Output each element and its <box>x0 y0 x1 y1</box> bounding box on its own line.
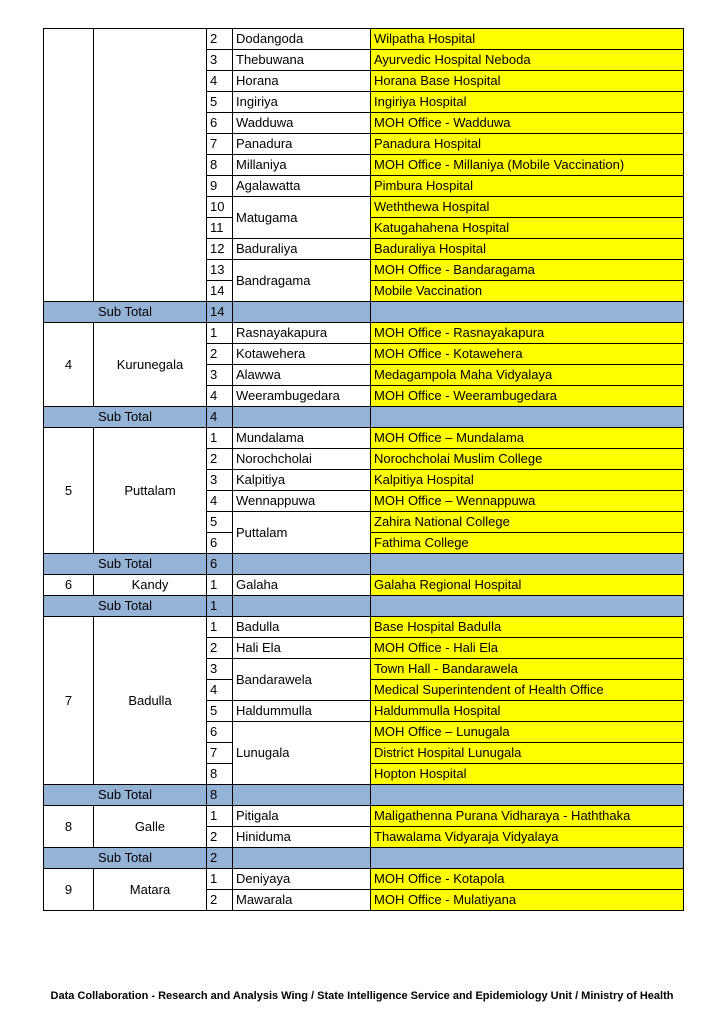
centre-site: MOH Office - Bandaragama <box>371 260 684 281</box>
subtotal-row <box>44 785 684 806</box>
page-footer: Data Collaboration - Research and Analysis Wing / State Intelligence Service and Epidemiology Unit / Ministry of Health <box>50 990 674 1002</box>
centre-no: 5 <box>207 701 233 722</box>
district-index: 4 <box>44 323 94 407</box>
centre-site: Medagampola Maha Vidyalaya <box>371 365 684 386</box>
centre-location: Galaha <box>233 575 371 596</box>
centre-site: Pimbura Hospital <box>371 176 684 197</box>
centre-location: Weerambugedara <box>233 386 371 407</box>
centre-no: 3 <box>207 470 233 491</box>
subtotal-value: 14 <box>207 302 233 323</box>
centre-no: 5 <box>207 92 233 113</box>
subtotal-row <box>44 848 684 869</box>
centre-site: Galaha Regional Hospital <box>371 575 684 596</box>
centre-location: Alawwa <box>233 365 371 386</box>
subtotal-label: Sub Total <box>44 785 207 806</box>
vaccination-centres-table <box>43 28 684 911</box>
centre-site: Town Hall - Bandarawela <box>371 659 684 680</box>
table-row <box>44 428 684 449</box>
centre-no: 4 <box>207 386 233 407</box>
centre-location: Panadura <box>233 134 371 155</box>
centre-no: 12 <box>207 239 233 260</box>
centre-location: Baduraliya <box>233 239 371 260</box>
centre-site: Horana Base Hospital <box>371 71 684 92</box>
centre-no: 9 <box>207 176 233 197</box>
centre-site: Wilpatha Hospital <box>371 29 684 50</box>
district-name-cell <box>94 29 207 302</box>
centre-no: 2 <box>207 890 233 911</box>
subtotal-blank <box>371 785 684 806</box>
centre-site: MOH Office - Millaniya (Mobile Vaccination) <box>371 155 684 176</box>
centre-no: 1 <box>207 869 233 890</box>
centre-site: MOH Office - Kotapola <box>371 869 684 890</box>
table-row <box>44 29 684 50</box>
centre-no: 1 <box>207 575 233 596</box>
subtotal-blank <box>233 302 371 323</box>
centre-location: Kalpitiya <box>233 470 371 491</box>
centre-no: 1 <box>207 428 233 449</box>
centre-site: Haldummulla Hospital <box>371 701 684 722</box>
centre-site: Norochcholai Muslim College <box>371 449 684 470</box>
centre-no: 2 <box>207 827 233 848</box>
district-name: Puttalam <box>94 428 207 554</box>
centre-no: 3 <box>207 365 233 386</box>
subtotal-label: Sub Total <box>44 407 207 428</box>
subtotal-row <box>44 302 684 323</box>
centre-no: 7 <box>207 743 233 764</box>
subtotal-value: 4 <box>207 407 233 428</box>
centre-site: MOH Office - Rasnayakapura <box>371 323 684 344</box>
centre-location: Thebuwana <box>233 50 371 71</box>
centre-no: 13 <box>207 260 233 281</box>
centre-location: Matugama <box>233 197 371 239</box>
centre-location: Mundalama <box>233 428 371 449</box>
centre-no: 1 <box>207 617 233 638</box>
centre-site: Mobile Vaccination <box>371 281 684 302</box>
centre-no: 2 <box>207 638 233 659</box>
centre-no: 11 <box>207 218 233 239</box>
centre-site: District Hospital Lunugala <box>371 743 684 764</box>
centre-location: Lunugala <box>233 722 371 785</box>
centre-site: Maligathenna Purana Vidharaya - Haththaka <box>371 806 684 827</box>
centre-no: 6 <box>207 533 233 554</box>
centre-site: MOH Office – Lunugala <box>371 722 684 743</box>
district-name: Kurunegala <box>94 323 207 407</box>
centre-site: MOH Office – Mundalama <box>371 428 684 449</box>
subtotal-label: Sub Total <box>44 302 207 323</box>
district-index: 8 <box>44 806 94 848</box>
centre-site: Ingiriya Hospital <box>371 92 684 113</box>
centre-no: 8 <box>207 155 233 176</box>
centre-site: Panadura Hospital <box>371 134 684 155</box>
centre-location: Dodangoda <box>233 29 371 50</box>
centre-location: Horana <box>233 71 371 92</box>
centre-location: Puttalam <box>233 512 371 554</box>
centre-no: 4 <box>207 680 233 701</box>
subtotal-value: 6 <box>207 554 233 575</box>
centre-no: 7 <box>207 134 233 155</box>
subtotal-value: 1 <box>207 596 233 617</box>
centre-site: MOH Office - Kotawehera <box>371 344 684 365</box>
district-name: Galle <box>94 806 207 848</box>
centre-site: MOH Office - Weerambugedara <box>371 386 684 407</box>
centre-site: Weththewa Hospital <box>371 197 684 218</box>
centre-location: Pitigala <box>233 806 371 827</box>
centre-location: Hali Ela <box>233 638 371 659</box>
centre-no: 5 <box>207 512 233 533</box>
centre-location: Badulla <box>233 617 371 638</box>
subtotal-row <box>44 554 684 575</box>
centre-no: 2 <box>207 449 233 470</box>
centre-site: Ayurvedic Hospital Neboda <box>371 50 684 71</box>
centre-site: Katugahahena Hospital <box>371 218 684 239</box>
centre-no: 6 <box>207 722 233 743</box>
subtotal-blank <box>371 407 684 428</box>
centre-site: MOH Office – Wennappuwa <box>371 491 684 512</box>
subtotal-row <box>44 596 684 617</box>
district-index: 7 <box>44 617 94 785</box>
centre-no: 3 <box>207 659 233 680</box>
centre-location: Bandarawela <box>233 659 371 701</box>
subtotal-blank <box>233 848 371 869</box>
centre-site: Medical Superintendent of Health Office <box>371 680 684 701</box>
subtotal-label: Sub Total <box>44 596 207 617</box>
district-index: 9 <box>44 869 94 911</box>
centre-no: 6 <box>207 113 233 134</box>
district-index: 6 <box>44 575 94 596</box>
centre-location: Kotawehera <box>233 344 371 365</box>
centre-no: 2 <box>207 344 233 365</box>
table-row <box>44 869 684 890</box>
centre-site: MOH Office - Wadduwa <box>371 113 684 134</box>
subtotal-label: Sub Total <box>44 848 207 869</box>
centre-no: 2 <box>207 29 233 50</box>
centre-location: Bandragama <box>233 260 371 302</box>
centre-no: 8 <box>207 764 233 785</box>
table-row <box>44 806 684 827</box>
centre-location: Deniyaya <box>233 869 371 890</box>
centre-site: Baduraliya Hospital <box>371 239 684 260</box>
centre-site: Zahira National College <box>371 512 684 533</box>
district-name: Kandy <box>94 575 207 596</box>
subtotal-label: Sub Total <box>44 554 207 575</box>
table-row <box>44 575 684 596</box>
centre-no: 3 <box>207 50 233 71</box>
centre-site: Thawalama Vidyaraja Vidyalaya <box>371 827 684 848</box>
centre-no: 4 <box>207 491 233 512</box>
subtotal-blank <box>371 848 684 869</box>
centre-location: Millaniya <box>233 155 371 176</box>
centre-location: Wadduwa <box>233 113 371 134</box>
subtotal-blank <box>371 596 684 617</box>
centre-location: Norochcholai <box>233 449 371 470</box>
district-index-cell <box>44 29 94 302</box>
centre-no: 4 <box>207 71 233 92</box>
subtotal-value: 2 <box>207 848 233 869</box>
centre-no: 1 <box>207 323 233 344</box>
centre-location: Hiniduma <box>233 827 371 848</box>
subtotal-blank <box>371 302 684 323</box>
centre-site: Hopton Hospital <box>371 764 684 785</box>
district-name: Matara <box>94 869 207 911</box>
centre-location: Wennappuwa <box>233 491 371 512</box>
centre-site: Fathima College <box>371 533 684 554</box>
subtotal-value: 8 <box>207 785 233 806</box>
subtotal-blank <box>233 554 371 575</box>
centre-site: Kalpitiya Hospital <box>371 470 684 491</box>
subtotal-blank <box>233 785 371 806</box>
subtotal-blank <box>233 407 371 428</box>
district-name: Badulla <box>94 617 207 785</box>
centre-no: 10 <box>207 197 233 218</box>
table-row <box>44 617 684 638</box>
centre-no: 1 <box>207 806 233 827</box>
centre-location: Agalawatta <box>233 176 371 197</box>
centre-site: MOH Office - Mulatiyana <box>371 890 684 911</box>
table-row <box>44 323 684 344</box>
district-index: 5 <box>44 428 94 554</box>
subtotal-blank <box>233 596 371 617</box>
centre-location: Rasnayakapura <box>233 323 371 344</box>
centre-no: 14 <box>207 281 233 302</box>
subtotal-blank <box>371 554 684 575</box>
centre-location: Mawarala <box>233 890 371 911</box>
centre-site: MOH Office - Hali Ela <box>371 638 684 659</box>
centre-location: Haldummulla <box>233 701 371 722</box>
subtotal-row <box>44 407 684 428</box>
centre-site: Base Hospital Badulla <box>371 617 684 638</box>
centre-location: Ingiriya <box>233 92 371 113</box>
